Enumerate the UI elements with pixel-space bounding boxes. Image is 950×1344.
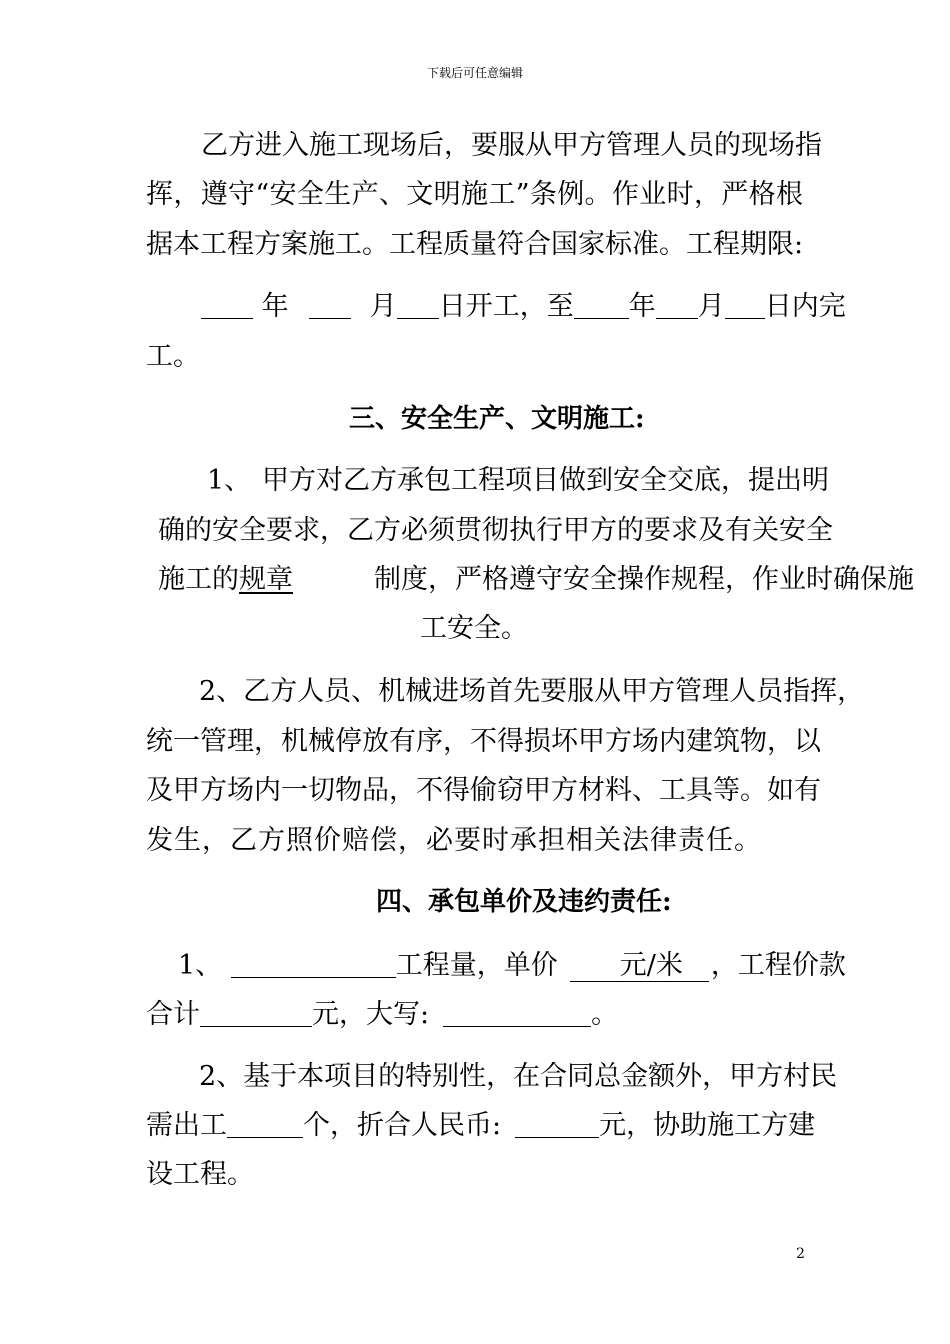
- paragraph-line: 2、乙方人员、机械进场首先要服从甲方管理人员指挥，: [199, 676, 865, 707]
- unit-price-value: 元/米: [570, 950, 709, 982]
- blank-field: [227, 1115, 303, 1138]
- blank-field: [656, 296, 698, 319]
- blank-field: [574, 296, 629, 319]
- blank-field: [201, 296, 253, 319]
- blank-field: [443, 1004, 591, 1027]
- paragraph-line: 及甲方场内一切物品，不得偷窃甲方材料、工具等。如有: [146, 775, 821, 806]
- underlined-word: 规章: [239, 564, 293, 595]
- blank-field: [309, 296, 351, 319]
- blank-field: [515, 1115, 599, 1138]
- paragraph-line: 设工程。: [146, 1159, 254, 1190]
- total-price-line: 合计 元，大写: 。: [146, 999, 619, 1030]
- paragraph-line: 挥，遵守“安全生产、文明施工”条例。作业时，严格根: [146, 179, 803, 210]
- unit-price-line: 1、 工程量，单价 元/米 ，工程价款: [178, 950, 846, 981]
- paragraph-line: 工安全。: [420, 613, 528, 644]
- page-header-note: 下载后可任意编辑: [426, 66, 523, 80]
- workers-line: 需出工 个，折合人民币: 元，协助施工方建: [146, 1110, 816, 1141]
- paragraph-line: 甲方对乙方承包工程项目做到安全交底，提出明: [262, 465, 829, 496]
- paragraph-line: 确的安全要求，乙方必须贯彻执行甲方的要求及有关安全: [158, 515, 833, 546]
- construction-period-line: 年 月 日开工，至 年 月 日内完: [201, 293, 846, 320]
- blank-field: [200, 1004, 312, 1027]
- paragraph-line: 据本工程方案施工。工程质量符合国家标准。工程期限:: [146, 229, 804, 260]
- page-number: 2: [796, 1246, 805, 1262]
- section-heading: 三、安全生产、文明施工:: [349, 404, 645, 434]
- blank-field: [725, 296, 765, 319]
- section-heading: 四、承包单价及违约责任:: [376, 887, 672, 917]
- paragraph-line: 发生，乙方照价赔偿，必要时承担相关法律责任。: [146, 825, 762, 856]
- paragraph-line: 工。: [146, 341, 200, 372]
- blank-field: [397, 296, 439, 319]
- item-number: 1、: [207, 465, 252, 496]
- paragraph-line: 施工的规章 制度，严格遵守安全操作规程，作业时确保施: [158, 564, 914, 595]
- paragraph-line: 乙方进入施工现场后，要服从甲方管理人员的现场指: [201, 130, 822, 161]
- paragraph-line: 2、基于本项目的特别性，在合同总金额外，甲方村民: [199, 1061, 838, 1092]
- blank-field: [231, 955, 396, 978]
- paragraph-line: 统一管理，机械停放有序，不得损坏甲方场内建筑物，以: [146, 726, 821, 757]
